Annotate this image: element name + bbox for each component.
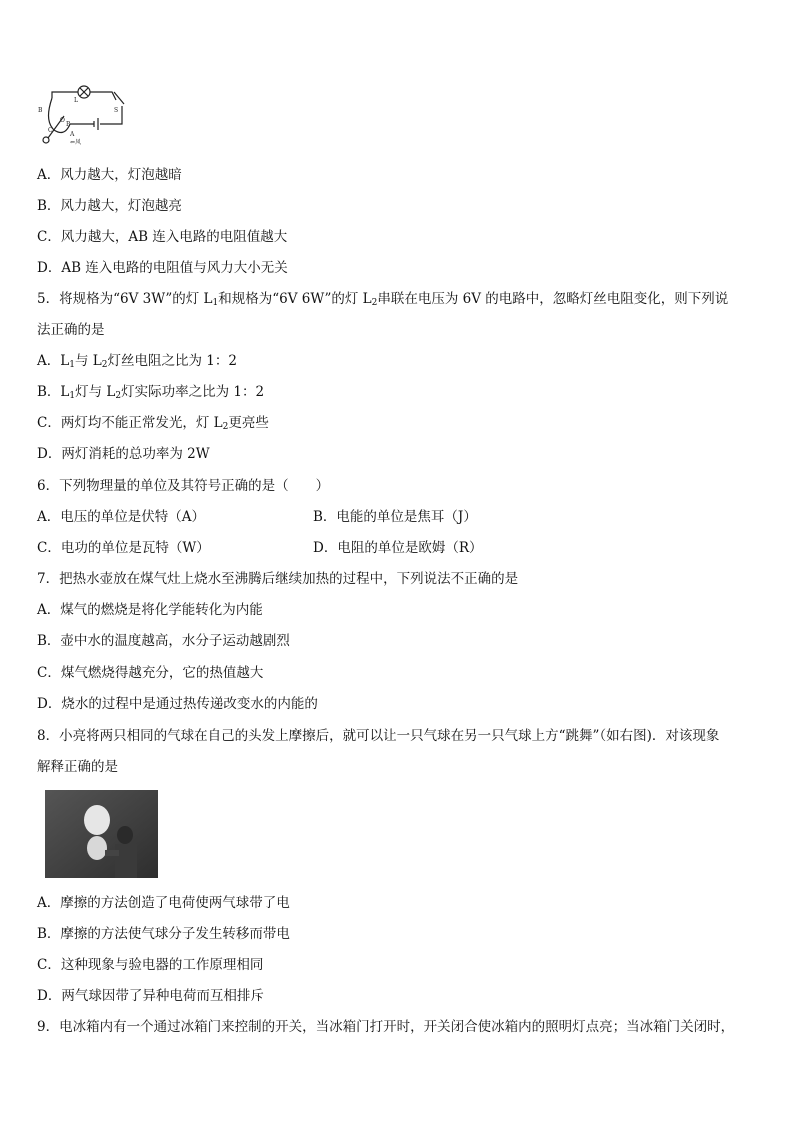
label-P: P — [66, 121, 71, 128]
q6-option-b: B．电能的单位是焦耳（J） — [313, 509, 477, 525]
q6-stem: 6．下列物理量的单位及其符号正确的是（ ） — [37, 478, 330, 494]
q6-option-d: D．电阻的单位是欧姆（R） — [313, 540, 483, 556]
q8-stem-line2: 解释正确的是 — [37, 759, 118, 775]
q4-option-a: A．风力越大，灯泡越暗 — [37, 167, 182, 183]
q5-option-b: B．$L_1$灯与 $L_2$灯实际功率之比为 1：2 — [37, 384, 265, 401]
q4-option-c: C．风力越大，AB 连入电路的电阻值越大 — [37, 229, 288, 245]
q9-stem: 9．电冰箱内有一个通过冰箱门来控制的开关，当冰箱门打开时，开关闭合使冰箱内的照明灯点亮；当冰箱门关闭时， — [37, 1019, 735, 1035]
q7-option-b: B．壶中水的温度越高，水分子运动越剧烈 — [37, 633, 290, 649]
label-S: S — [114, 107, 119, 114]
label-C: C — [48, 127, 53, 134]
q5-stem-line2: 法正确的是 — [37, 322, 105, 338]
q6-option-a: A．电压的单位是伏特（A） — [37, 509, 205, 525]
wind-circuit-figure — [34, 82, 130, 148]
q5-option-a: A．$L_1$与 $L_2$灯丝电阻之比为 1：2 — [37, 353, 237, 370]
q5-stem-line1: 5．将规格为“6V 3W”的灯 $L_1$和规格为“6V 6W”的灯 $L_2$串联在电压为 6V 的电路中，忽略灯丝电阻变化，则下列说 — [37, 291, 729, 308]
label-B: B — [38, 107, 43, 114]
balloon-photo — [45, 790, 158, 878]
q7-option-c: C．煤气燃烧得越充分，它的热值越大 — [37, 665, 264, 681]
q8-option-a: A．摩擦的方法创造了电荷使两气球带了电 — [37, 895, 290, 911]
q6-option-c: C．电功的单位是瓦特（W） — [37, 540, 210, 556]
q8-stem-line1: 8．小亮将两只相同的气球在自己的头发上摩擦后，就可以让一只气球在另一只气球上方“跳舞”（如右图)．对该现象 — [37, 728, 720, 744]
q8-option-d: D．两气球因带了异种电荷而互相排斥 — [37, 988, 264, 1004]
label-L: L — [74, 97, 78, 104]
q7-stem: 7．把热水壶放在煤气灶上烧水至沸腾后继续加热的过程中，下列说法不正确的是 — [37, 571, 519, 587]
q4-option-b: B．风力越大，灯泡越亮 — [37, 198, 182, 214]
q8-option-c: C．这种现象与验电器的工作原理相同 — [37, 957, 264, 973]
label-wind: ⇐风 — [70, 139, 82, 146]
q4-option-d: D．AB 连入电路的电阻值与风力大小无关 — [37, 260, 288, 276]
q5-option-d: D．两灯消耗的总功率为 2W — [37, 446, 210, 462]
q7-option-d: D．烧水的过程中是通过热传递改变水的内能的 — [37, 696, 318, 712]
label-A: A — [70, 131, 75, 138]
q5-option-c: C．两灯均不能正常发光，灯 $L_2$更亮些 — [37, 415, 269, 432]
label-O: O — [60, 117, 65, 124]
q7-option-a: A．煤气的燃烧是将化学能转化为内能 — [37, 602, 263, 618]
q8-option-b: B．摩擦的方法使气球分子发生转移而带电 — [37, 926, 290, 942]
